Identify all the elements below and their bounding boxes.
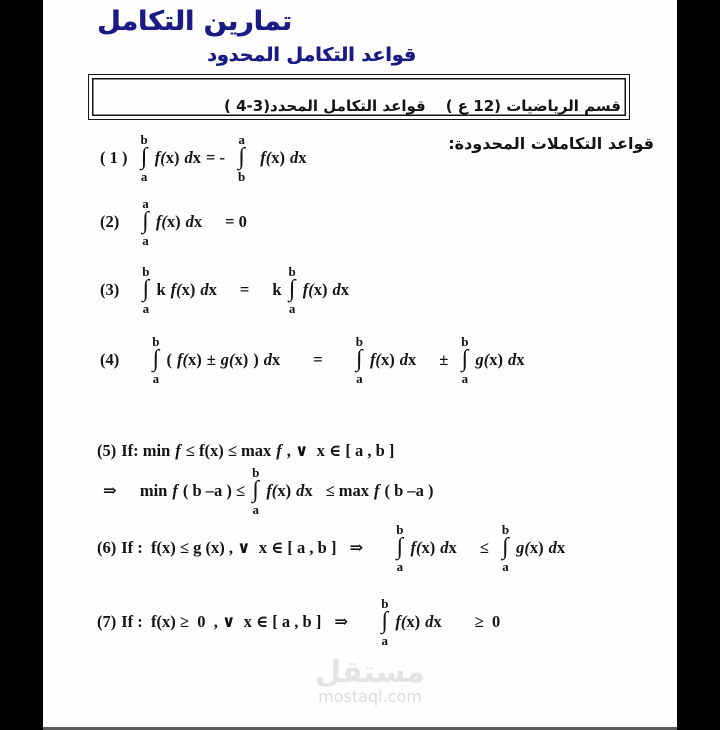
integral-lower-limit: a <box>381 632 389 648</box>
integral-upper-limit: b <box>355 334 363 349</box>
close-paren: ) <box>253 349 259 369</box>
integral <box>142 265 149 315</box>
watermark-domain: mostaql.com <box>318 687 422 706</box>
integral-lower-limit: a <box>502 558 509 574</box>
integral <box>142 197 149 247</box>
integrand: f(x) <box>154 147 180 167</box>
integrand: f(x) <box>369 349 395 369</box>
rule-number: (6) <box>97 537 117 557</box>
rule-number: ( 1 ) <box>100 147 128 167</box>
integral <box>252 466 259 516</box>
integrand: g(x) <box>220 349 249 369</box>
expression-text: ( b –a ) <box>384 480 434 500</box>
rule-3 <box>100 265 349 315</box>
integral-lower-limit: a <box>356 370 363 386</box>
constant-k: k <box>156 279 166 299</box>
rule-number: (3) <box>100 279 120 299</box>
integrand: g(x) <box>475 349 503 369</box>
watermark-arabic-name: مستقل <box>315 655 425 690</box>
integral-upper-limit: b <box>381 596 389 611</box>
integral <box>461 335 468 385</box>
integral-lower-limit: a <box>142 232 149 248</box>
open-paren: ( <box>166 349 172 369</box>
integral-lower-limit: a <box>140 168 148 184</box>
rule-7 <box>97 597 500 647</box>
differential: dx <box>440 537 457 557</box>
integral <box>238 133 245 183</box>
condition-text: ≤ f(x) ≤ max <box>185 441 272 460</box>
integral <box>356 335 363 385</box>
integrand: g(x) <box>516 537 544 557</box>
equals-zero: = 0 <box>225 211 247 231</box>
integral-sign: ∫ <box>142 276 150 302</box>
differential: dx <box>263 349 281 369</box>
integral-upper-limit: b <box>140 132 148 147</box>
integral-upper-limit: b <box>501 522 510 537</box>
rule-number: (4) <box>100 349 120 369</box>
condition-text: , ∨ x ∈ [ a , b ] <box>286 441 395 460</box>
rule-1 <box>100 133 307 183</box>
integral-upper-limit: b <box>152 334 160 349</box>
condition-text: If : f(x) ≥ 0 , ∨ x ∈ [ a , b ] <box>121 611 322 631</box>
integrand: f(x) <box>266 480 292 500</box>
integral-lower-limit: a <box>396 558 404 574</box>
constant-k: k <box>272 279 282 299</box>
page-subtitle: قواعد التكامل المحدود <box>207 44 416 66</box>
differential: dx <box>399 349 417 369</box>
header-topic-label: قواعد التكامل المحدد(3-4 ) <box>224 97 426 115</box>
integral-sign: ∫ <box>152 346 160 372</box>
condition-text: If: min <box>121 441 171 460</box>
integral-sign: ∫ <box>396 534 404 560</box>
integrand: f(x) <box>395 611 421 631</box>
integral-upper-limit: b <box>288 264 296 279</box>
expression-text: ( b –a ) ≤ <box>182 480 246 500</box>
integral <box>396 523 403 573</box>
max-text: ≤ max <box>325 480 369 500</box>
rule-4 <box>100 335 524 385</box>
differential: dx <box>548 537 566 557</box>
differential: dx <box>184 147 201 167</box>
integral-upper-limit: b <box>461 334 469 349</box>
equals-sign: = <box>313 349 323 369</box>
differential: dx <box>290 147 307 167</box>
rule-number: (5) <box>97 441 117 460</box>
differential: dx <box>185 211 203 231</box>
differential: dx <box>200 279 217 299</box>
integral-upper-limit: a <box>238 132 245 147</box>
header-box <box>88 74 630 120</box>
differential: dx <box>425 611 442 631</box>
integral <box>381 597 388 647</box>
condition-text: If : f(x) ≤ g (x) , ∨ x ∈ [ a , b ] <box>121 537 337 557</box>
integral <box>141 133 148 183</box>
rule-number: (2) <box>100 211 120 231</box>
rule-5-result <box>103 466 434 516</box>
integrand: f(x) <box>410 537 436 557</box>
implies-arrow: ⇒ <box>334 611 349 631</box>
differential: dx <box>332 279 349 299</box>
rule-6 <box>97 523 565 573</box>
header-department-label: قسم الرياضيات (12 ع ) <box>445 97 621 115</box>
greater-equal-zero: ≥ 0 <box>474 611 501 631</box>
integrand: f(x) <box>260 147 285 167</box>
integral-sign: ∫ <box>140 144 148 170</box>
integral-upper-limit: b <box>142 264 150 279</box>
integral-lower-limit: a <box>152 370 160 386</box>
implies-arrow: ⇒ <box>103 480 117 500</box>
mostaql-watermark <box>300 656 440 705</box>
integral-sign: ∫ <box>142 208 149 234</box>
integral-lower-limit: a <box>142 300 150 316</box>
integral-lower-limit: b <box>238 168 246 184</box>
integral <box>502 523 509 573</box>
equals-minus: = - <box>205 147 226 167</box>
page-title: تمارين التكامل <box>97 6 292 37</box>
integral <box>152 335 159 385</box>
left-crop-band <box>0 0 43 730</box>
integral-upper-limit: b <box>252 465 260 480</box>
integral-lower-limit: a <box>461 370 469 386</box>
rule-2 <box>100 197 247 247</box>
integral-sign: ∫ <box>461 346 469 372</box>
integral-sign: ∫ <box>252 477 259 503</box>
differential: dx <box>507 349 525 369</box>
right-crop-band <box>677 0 720 730</box>
integral-upper-limit: a <box>142 196 149 211</box>
plus-minus: ± <box>439 349 449 369</box>
intro-line: قواعد التكاملات المحدودة: <box>448 134 654 153</box>
integrand: f(x) <box>176 349 202 369</box>
plus-minus: ± <box>206 349 216 369</box>
function-f: f <box>374 480 380 500</box>
integral-lower-limit: a <box>252 501 259 517</box>
function-f: f <box>172 480 178 500</box>
rule-number: (7) <box>97 611 117 631</box>
min-text: min <box>139 480 168 500</box>
equals-sign: = <box>239 279 250 299</box>
integral-sign: ∫ <box>288 276 296 302</box>
integrand: f(x) <box>170 279 196 299</box>
integral-lower-limit: a <box>288 300 296 316</box>
function-f: f <box>276 441 282 460</box>
integral-upper-limit: b <box>396 522 404 537</box>
function-f: f <box>175 441 181 460</box>
integral <box>289 265 296 315</box>
integral-sign: ∫ <box>238 144 245 170</box>
integrand: f(x) <box>302 279 328 299</box>
implies-arrow: ⇒ <box>349 537 364 557</box>
integrand: f(x) <box>155 211 181 231</box>
less-equal: ≤ <box>479 537 489 557</box>
integral-sign: ∫ <box>381 608 389 634</box>
integral-sign: ∫ <box>356 346 363 372</box>
integral-sign: ∫ <box>502 534 509 560</box>
rule-5-condition <box>97 441 394 461</box>
differential: dx <box>296 480 313 500</box>
